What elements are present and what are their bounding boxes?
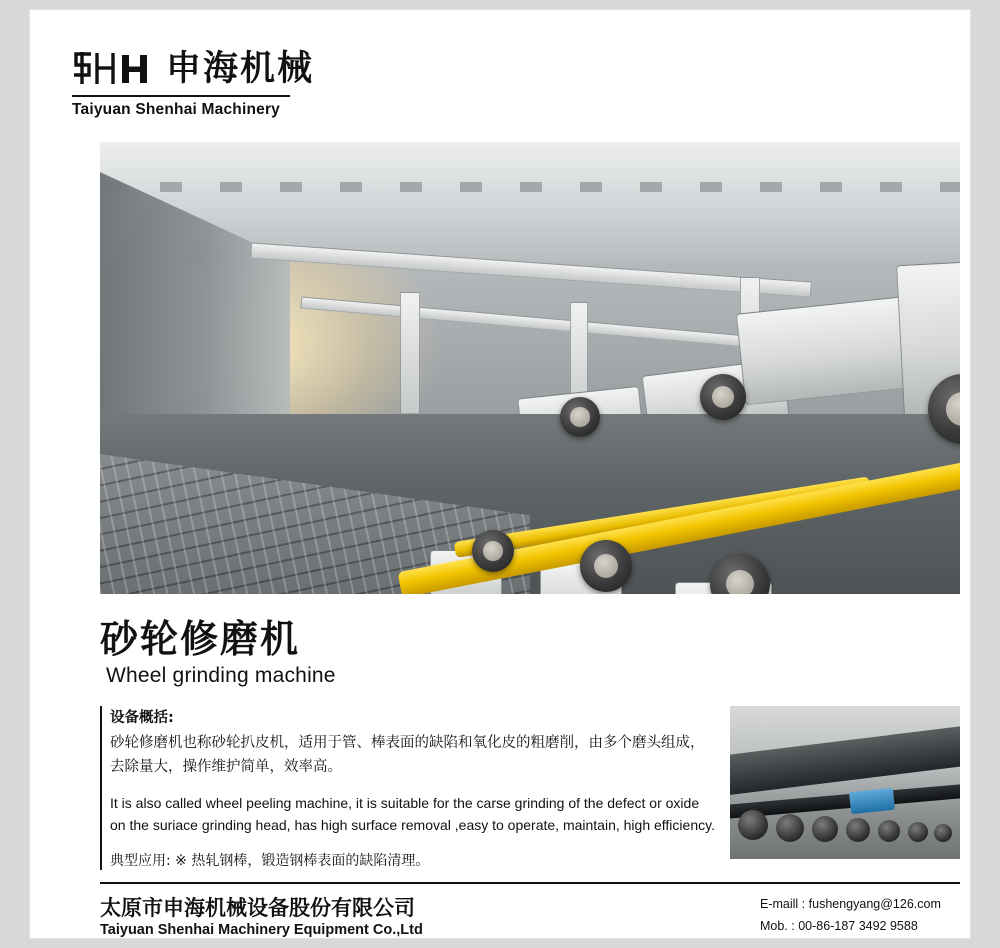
product-title-cn: 砂轮修磨机: [100, 617, 301, 661]
detail-image: [730, 706, 960, 859]
contact-email-label: E-maill :: [760, 897, 806, 911]
overview-en-line-2: on the suriace grinding head, has high surface removal ,easy to operate, maintain, high efficiency.: [110, 816, 715, 833]
application-line: 典型应用: ※ 热轧钢棒，锻造钢棒表面的缺陷清理。: [110, 853, 430, 870]
contact-mobile-value[interactable]: 00-86-187 3492 9588: [798, 918, 918, 933]
page-header: [70, 50, 670, 130]
contact-mobile-row: [760, 916, 960, 938]
product-title-en: Wheel grinding machine: [106, 664, 336, 687]
contact-email-row: [760, 894, 960, 916]
product-description: [100, 706, 720, 870]
brochure-page: [30, 10, 970, 938]
overview-en-line-1: It is also called wheel peeling machine, it is suitable for the carse grinding of the defect or oxide: [110, 794, 700, 811]
brand-name-en: Taiyuan Shenhai Machinery: [72, 95, 290, 119]
overview-label: 设备概括:: [110, 710, 174, 726]
contact-mobile-label: Mob. :: [760, 918, 795, 933]
footer-divider: [100, 882, 960, 884]
overview-cn-line-2: 去除量大，操作维护简单，效率高。: [110, 758, 342, 775]
company-name-cn: 太原市申海机械设备股份有限公司: [100, 896, 415, 920]
brand-logo: [70, 50, 670, 88]
shenhai-sh-monogram-icon: [70, 50, 154, 88]
hero-illustration: [100, 142, 960, 594]
overview-cn-line-1: 砂轮修磨机也称砂轮扒皮机，适用于管、棒表面的缺陷和氧化皮的粗磨削，由多个磨头组成，: [110, 735, 705, 751]
hero-image: [100, 142, 960, 594]
brand-name-cn: 申海机械: [166, 49, 315, 89]
company-name-en: Taiyuan Shenhai Machinery Equipment Co.,Ltd: [100, 922, 423, 938]
contact-info: [760, 894, 960, 938]
contact-email-value[interactable]: fushengyang@126.com: [808, 897, 941, 911]
